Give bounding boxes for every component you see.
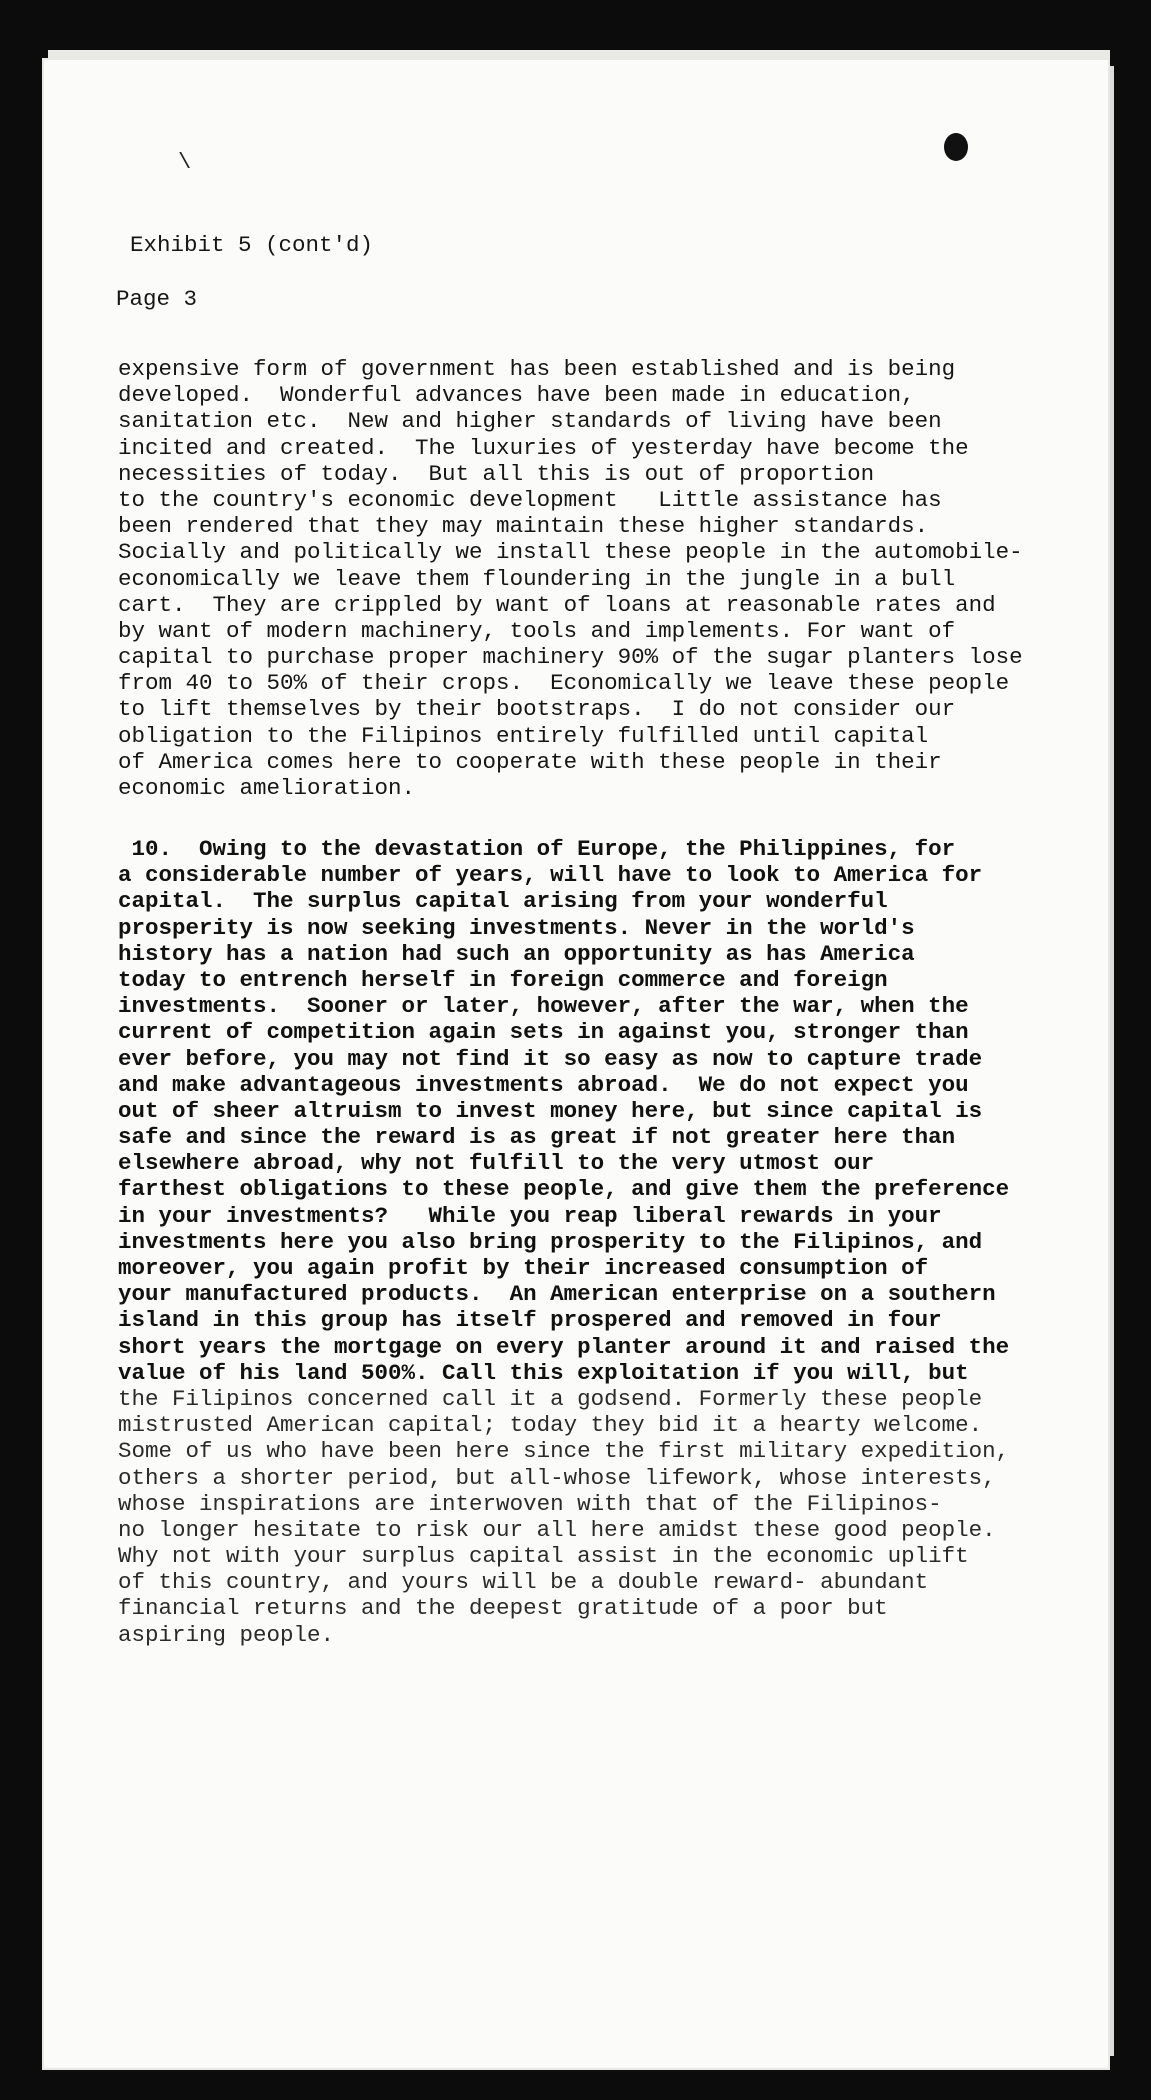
text-line: financial returns and the deepest gratitude of a poor but (118, 1595, 888, 1622)
text-line: investments. Sooner or later, however, after the war, when the (118, 993, 969, 1020)
page-number: Page 3 (116, 286, 198, 312)
text-line: and make advantageous investments abroad. We do not expect you (118, 1071, 969, 1098)
text-line: Why not with your surplus capital assist in the economic uplift (118, 1543, 969, 1570)
text-line: a considerable number of years, will have to look to America for (118, 862, 983, 889)
text-line: moreover, you again profit by their increased consumption of (118, 1255, 929, 1281)
text-line: by want of modern machinery, tools and implements. For want of (118, 617, 956, 644)
text-line: Socially and politically we install these people in the automobile- (118, 539, 1023, 566)
text-line: expensive form of government has been established and is being (118, 356, 956, 382)
text-line: whose inspirations are interwoven with that of the Filipinos- (118, 1490, 942, 1517)
exhibit-header: Exhibit 5 (cont'd) (130, 232, 374, 258)
text-line: investments here you also bring prosperity to the Filipinos, and (118, 1228, 983, 1255)
text-line: value of his land 500%. Call this exploitation if you will, but (118, 1359, 969, 1386)
text-line: capital. The surplus capital arising from your wonderful (118, 888, 888, 915)
text-line: no longer hesitate to risk our all here amidst these good people. (118, 1516, 996, 1543)
text-line: of this country, and yours will be a double reward- abundant (118, 1569, 929, 1596)
text-line: mistrusted American capital; today they bid it a hearty welcome. (118, 1412, 983, 1439)
text-line: Some of us who have been here since the first military expedition, (118, 1438, 1010, 1465)
text-line: to the country's economic development Little assistance has (118, 486, 942, 513)
text-line: prosperity is now seeking investments. Never in the world's (118, 914, 915, 941)
text-line: short years the mortgage on every planter around it and raised the (118, 1333, 1010, 1360)
text-line: to lift themselves by their bootstraps. I do not consider our (118, 696, 956, 723)
text-line: economically we leave them floundering in the jungle in a bull (118, 565, 956, 592)
text-line: economic amelioration. (118, 775, 416, 801)
text-line: incited and created. The luxuries of yesterday have become the (118, 434, 969, 461)
text-line: elsewhere abroad, why not fulfill to the very utmost our (118, 1150, 875, 1177)
text-line: safe and since the reward is as great if not greater here than (118, 1124, 956, 1151)
text-line: out of sheer altruism to invest money here, but since capital is (118, 1097, 983, 1124)
text-line: capital to purchase proper machinery 90% of the sugar planters lose (118, 644, 1023, 671)
text-line: aspiring people. (118, 1621, 335, 1648)
text-line: others a shorter period, but all-whose lifework, whose interests, (118, 1464, 996, 1491)
paragraph-10 (118, 836, 1009, 1648)
text-line: history has a nation had such an opportunity as has America (118, 940, 915, 967)
text-line: today to entrench herself in foreign commerce and foreign (118, 966, 888, 993)
text-line: ever before, you may not find it so easy as now to capture trade (118, 1045, 983, 1072)
text-line: your manufactured products. An American enterprise on a southern (118, 1281, 996, 1308)
text-line: current of competition again sets in against you, stronger than (118, 1019, 969, 1046)
paragraph-1 (118, 356, 1023, 801)
text-line: the Filipinos concerned call it a godsend. Formerly these people (118, 1385, 983, 1412)
text-line: farthest obligations to these people, and give them the preference (118, 1176, 1010, 1203)
text-line: island in this group has itself prospered and removed in four (118, 1307, 942, 1334)
text-line: developed. Wonderful advances have been made in education, (118, 382, 915, 409)
text-line: sanitation etc. New and higher standards of living have been (118, 408, 942, 435)
text-line: been rendered that they may maintain these higher standards. (118, 513, 929, 540)
punch-hole (944, 133, 968, 161)
text-line: of America comes here to cooperate with these people in their (118, 748, 942, 775)
text-line: from 40 to 50% of their crops. Economically we leave these people (118, 670, 1010, 697)
text-line: obligation to the Filipinos entirely fulfilled until capital (118, 722, 929, 749)
text-line: necessities of today. But all this is out of proportion (118, 460, 875, 487)
text-line: in your investments? While you reap liberal rewards in your (118, 1202, 942, 1229)
text-line: 10. Owing to the devastation of Europe, the Philippines, for (118, 836, 956, 862)
margin-mark: \ (178, 150, 192, 175)
text-line: cart. They are crippled by want of loans at reasonable rates and (118, 591, 996, 618)
